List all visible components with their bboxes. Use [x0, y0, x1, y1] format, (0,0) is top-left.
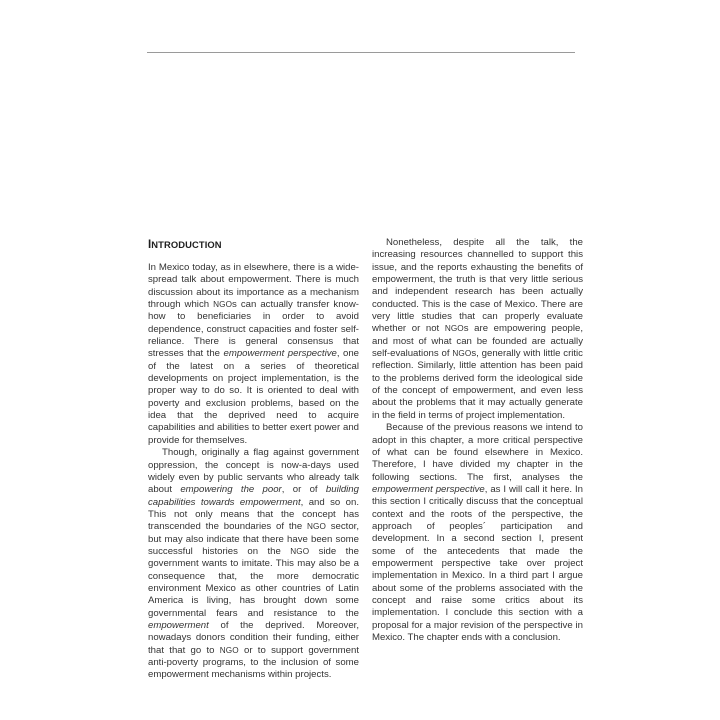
body-text: of the deprived. Moreover, nowadays donors condition their funding, either that that go to	[148, 619, 359, 656]
body-text: sector, but may also indicate that there have been some successful histories on the	[148, 521, 359, 557]
emphasis-text: empowerment	[148, 619, 209, 631]
paragraph	[148, 447, 359, 682]
emphasis-text: empowerment perspective	[372, 483, 485, 495]
body-text: , one of the latest on a series of theoretical developments on project implementation, is the proper way to do so. It is oriented to deal with poverty and exclusion problems, based on the idea that the deprived need to acquire capabilities and abilities to better exert power and provide for themselves.	[148, 348, 359, 446]
body-text: side the government wants to imitate. This may also be a consequence that, the more democratic environment Mexico as other countries of Latin America is living, has brought down some governmental fears and resistance to the	[148, 545, 359, 619]
paragraph	[372, 237, 583, 422]
body-text: , as I will call it here. In this section I critically discuss that the conceptual context and the roots of the perspective, the approach of peoples´ participation and development. In a second section I, present some of the antecedents that made the empowerment perspective take over project implementation in Mexico. In a third part I argue about some of the problems associated with the concept and raise some critics about its implementation. I conclude this section with a proposal for a major revision of the perspective in Mexico. The chapter ends with a conclusion.	[372, 483, 583, 643]
body-text: , or of	[281, 484, 326, 496]
acronym-text: NGO	[306, 522, 326, 532]
emphasis-text: empowerment perspective	[223, 348, 337, 360]
acronym-text: NGO	[444, 324, 464, 334]
body-text: Nonetheless, despite all the talk, the increasing resources channelled to support this issue, and the reports exhausting the benefits of empowerment, the truth is that very little serious and independent research has been actually conducted. This is the case of Mexico. There are very little studies that can properly evaluate whether or not	[372, 237, 583, 335]
section-heading	[148, 237, 359, 253]
paragraph	[148, 262, 359, 447]
right-column	[372, 237, 583, 644]
acronym-text: NGO	[219, 645, 239, 655]
body-text: s are empowering people, and most of what can be founded are actually self-evaluations of	[372, 323, 583, 360]
body-text: , and so on. This not only means that the concept has transcended the boundaries of the	[148, 496, 360, 533]
left-column	[148, 237, 359, 682]
acronym-text: NGO	[213, 300, 233, 310]
body-text: Though, originally a flag against government oppression, the concept is now-a-days used widely even by public servants who already talk about	[148, 447, 359, 496]
body-text: Because of the previous reasons we intend to adopt in this chapter, a more critical perspective of what can be found elsewhere in Mexico. Therefore, I have divided my chapter in the following sections. The first, analyses the	[372, 422, 583, 483]
emphasis-text: empowering the poor	[180, 484, 282, 496]
emphasis-text: building capabilities towards empowerment	[148, 484, 359, 508]
header-rule	[147, 52, 575, 53]
heading-initial: I	[148, 239, 152, 251]
heading-rest: NTRODUCTION	[151, 239, 222, 250]
paragraph	[372, 422, 583, 644]
body-text: s can actually transfer know-how to beneficiaries in order to avoid dependence, construct capacities and foster self-reliance. There is general consensus that stresses that the	[148, 299, 359, 360]
body-text: s, generally with little critic reflection. Similarly, little attention has been paid to the problems derived form the ideological side of the concept of empowerment, and even less about the problems that it may actually generate in the field in terms of project implementation.	[372, 348, 583, 421]
body-text: In Mexico today, as in elsewhere, there is a wide-spread talk about empowerment. There is much discussion about its importance as a mechanism through which	[148, 262, 359, 311]
body-text: or to support government anti-poverty programs, to the inclusion of some empowerment mechanisms within projects.	[148, 644, 359, 681]
acronym-text: NGO	[452, 349, 472, 359]
acronym-text: NGO	[290, 546, 310, 556]
